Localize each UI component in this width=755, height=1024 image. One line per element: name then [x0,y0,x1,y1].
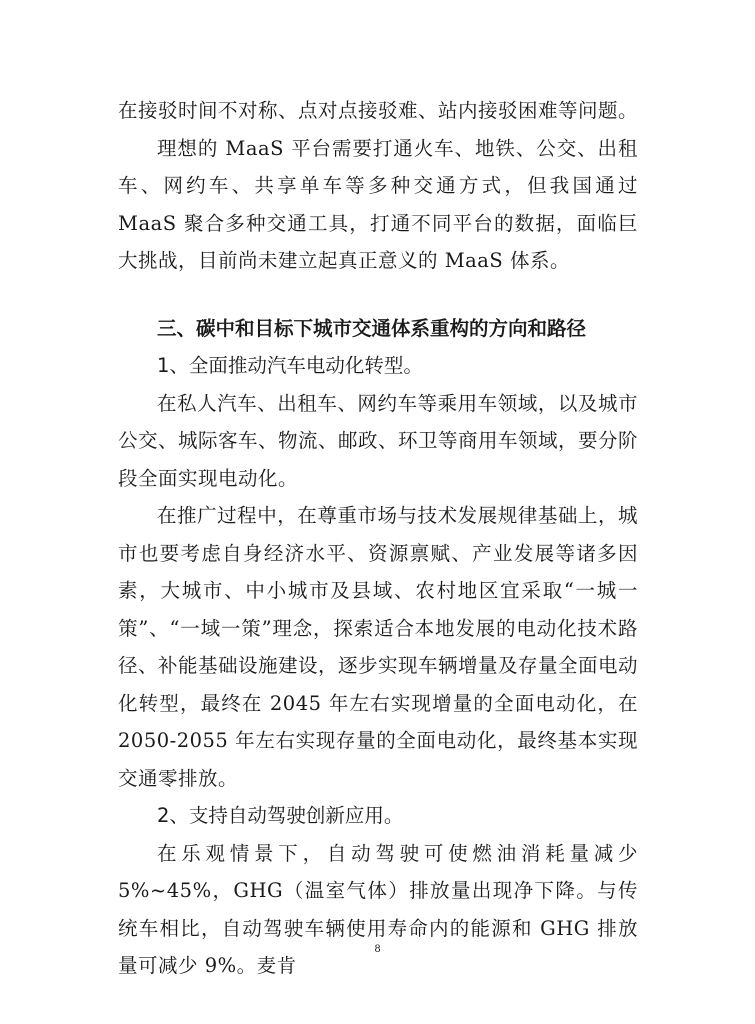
paragraph-electrification-process: 在推广过程中，在尊重市场与技术发展规律基础上，城市也要考虑自身经济水平、资源禀赋、产业发展等诸多因素，大城市、中小城市及县域、农村地区宜采取“一城一策”、“一域一策”理念，探索适合本地发展的电动化技术路径、补能基础设施建设，逐步实现车辆增量及存量全面电动化转型，最终在 2045 年左右实现增量的全面电动化，在 2050-2055 年左右实现存量的全面电动化，最终基本实现交通零排放。 [118,504,639,790]
subsection-heading-electrification: 1、全面推动汽车电动化转型。 [157,354,423,377]
paragraph-maas: 理想的 MaaS 平台需要打通火车、地铁、公交、出租车、网约车、共享单车等多种交通方式，但我国通过 MaaS 聚合多种交通工具，打通不同平台的数据，面临巨大挑战，目前尚未建立起真正意义的 MaaS 体系。 [118,136,638,272]
paragraph-autonomous: 在乐观情景下，自动驾驶可使燃油消耗量减少 5%~45%，GHG（温室气体）排放量出现净下降。与传统车相比，自动驾驶车辆使用寿命内的能源和 GHG 排放量可减少 9%。麦肯 [118,841,638,977]
section-spacer [118,280,638,310]
paragraph-continuation: 在接驳时间不对称、点对点接驳难、站内接驳困难等问题。 [118,99,639,122]
paragraph-electrification-scope: 在私人汽车、出租车、网约车等乘用车领域，以及城市公交、城际客车、物流、邮政、环卫等商用车领域，要分阶段全面实现电动化。 [118,391,639,490]
page-number: 8 [374,944,381,955]
section-heading: 三、碳中和目标下城市交通体系重构的方向和路径 [157,316,587,340]
subsection-heading-autonomous: 2、支持自动驾驶创新应用。 [157,804,404,827]
document-body [118,92,638,985]
